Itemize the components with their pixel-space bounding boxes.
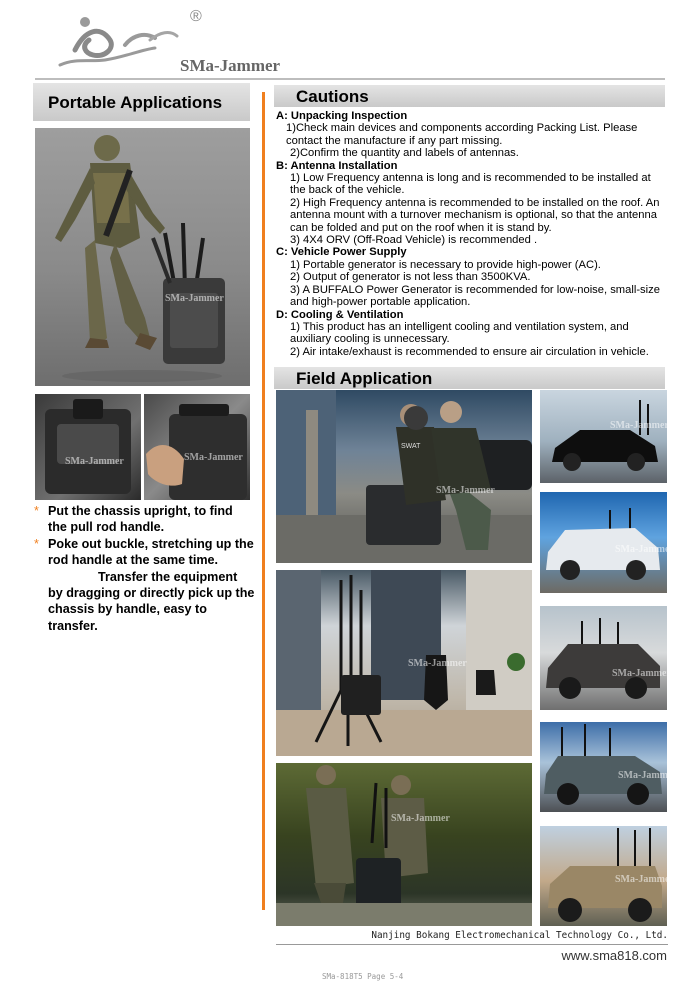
watermark: SMa-Jammer <box>615 874 674 885</box>
instruction-paragraph <box>33 569 255 635</box>
buckle-detail-illustration <box>144 394 250 500</box>
watermark: SMa-Jammer <box>436 485 495 496</box>
swat-label: SWAT <box>401 443 421 450</box>
caution-line: 2)Confirm the quantity and labels of antennas. <box>290 147 519 160</box>
star-bullet-icon: * <box>34 504 39 518</box>
tripod-scene-illustration <box>276 570 532 756</box>
header-notice: Please contact 65826444@qq.com for technical documentation without logo <box>310 15 672 26</box>
instructions-text <box>33 503 255 634</box>
caution-line: 1)Check main devices and components according Packing List. Please contact the manufacture if any part missing. <box>286 122 638 147</box>
pull-rod-handle-photo <box>35 394 141 500</box>
portable-applications-title: Portable Applications <box>33 83 250 121</box>
footer-rule <box>276 944 668 945</box>
buckle-handle-photo <box>144 394 250 500</box>
swat-operator-photo <box>276 390 532 563</box>
caution-line: 1) This product has an intelligent cooling and ventilation system, and auxiliary cooling is unnecessary. <box>290 320 629 346</box>
watermark: SMa-Jammer <box>618 770 677 781</box>
white-suv-illustration <box>540 492 667 593</box>
watermark: SMa-Jammer <box>615 544 674 555</box>
watermark: SMa-Jammer <box>184 452 243 463</box>
instruction-text: Poke out buckle, stretching up the rod handle at the same time. <box>48 536 254 568</box>
caution-line: 3) 4X4 ORV (Off-Road Vehicle) is recommended . <box>290 234 538 247</box>
caution-line: 1) Low Frequency antenna is long and is recommended to be installed at the back of the vehicle. <box>290 172 651 197</box>
field-application-title: Field Application <box>274 367 665 389</box>
soldier-illustration <box>35 128 250 386</box>
soldiers-scene-illustration <box>276 763 532 926</box>
instruction-item <box>33 503 255 536</box>
gray-suv-illustration <box>540 606 667 710</box>
caution-heading: A: Unpacking Inspection <box>276 110 408 122</box>
soldier-with-jammer-photo <box>35 128 250 386</box>
star-bullet-icon: * <box>34 536 39 551</box>
caution-heading: B: Antenna Installation <box>276 159 398 172</box>
caution-line: 3) A BUFFALO Power Generator is recommended for low-noise, small-size and high-power portable application. <box>290 283 660 309</box>
watermark: SMa-Jammer <box>612 668 671 679</box>
caution-line: 2) Air intake/exhaust is recommended to ensure air circulation in vehicle. <box>290 345 649 358</box>
offroad-vehicle-illustration <box>540 722 667 812</box>
orange-divider <box>262 92 265 910</box>
sedan-illustration <box>540 390 667 483</box>
brand-name: SMa-Jammer <box>180 56 281 75</box>
military-truck-photo <box>540 826 674 926</box>
cautions-body <box>276 110 668 358</box>
caution-line: 2) High Frequency antenna is recommended to be installed on the roof. An antenna mount with a turnover mechanism is optional, so that the antenna can be folded and put on the roof when it is stand by. <box>290 196 660 234</box>
handle-detail-illustration <box>35 394 141 500</box>
instruction-paragraph-text: Transfer the equipment by dragging or directly pick up the chassis by handle, easy to transfer. <box>48 569 255 633</box>
cautions-title: Cautions <box>274 85 665 107</box>
watermark: SMa-Jammer <box>391 813 450 824</box>
page-number: SMa-818T5 Page 5-4 <box>322 972 404 981</box>
suv-white-photo <box>540 492 674 593</box>
suv-gray-photo <box>540 606 671 710</box>
caution-line: 2) Output of generator is not less than 3500KVA. <box>290 271 531 284</box>
watermark: SMa-Jammer <box>408 658 467 669</box>
caution-heading: C: Vehicle Power Supply <box>276 246 407 259</box>
registered-mark: ® <box>190 8 202 25</box>
soldiers-field-photo <box>276 763 532 926</box>
caution-line: 1) Portable generator is necessary to provide high-power (AC). <box>290 258 601 271</box>
offroad-vehicle-photo <box>540 722 677 812</box>
company-name: Nanjing Bokang Electromechanical Technology Co., Ltd. <box>371 930 668 941</box>
watermark: SMa-Jammer <box>65 456 124 467</box>
header-rule <box>35 78 665 80</box>
tripod-antenna-photo <box>276 570 532 756</box>
watermark: SMa-Jammer <box>165 293 224 304</box>
caution-heading: D: Cooling & Ventilation <box>276 308 404 321</box>
instruction-text: Put the chassis upright, to find the pull rod handle. <box>48 504 233 535</box>
instruction-item <box>33 536 255 569</box>
watermark: SMa-Jammer <box>610 420 669 431</box>
sedan-vehicle-photo <box>540 390 667 483</box>
website-link[interactable]: www.sma818.com <box>561 948 667 963</box>
swat-scene-illustration <box>276 390 532 563</box>
